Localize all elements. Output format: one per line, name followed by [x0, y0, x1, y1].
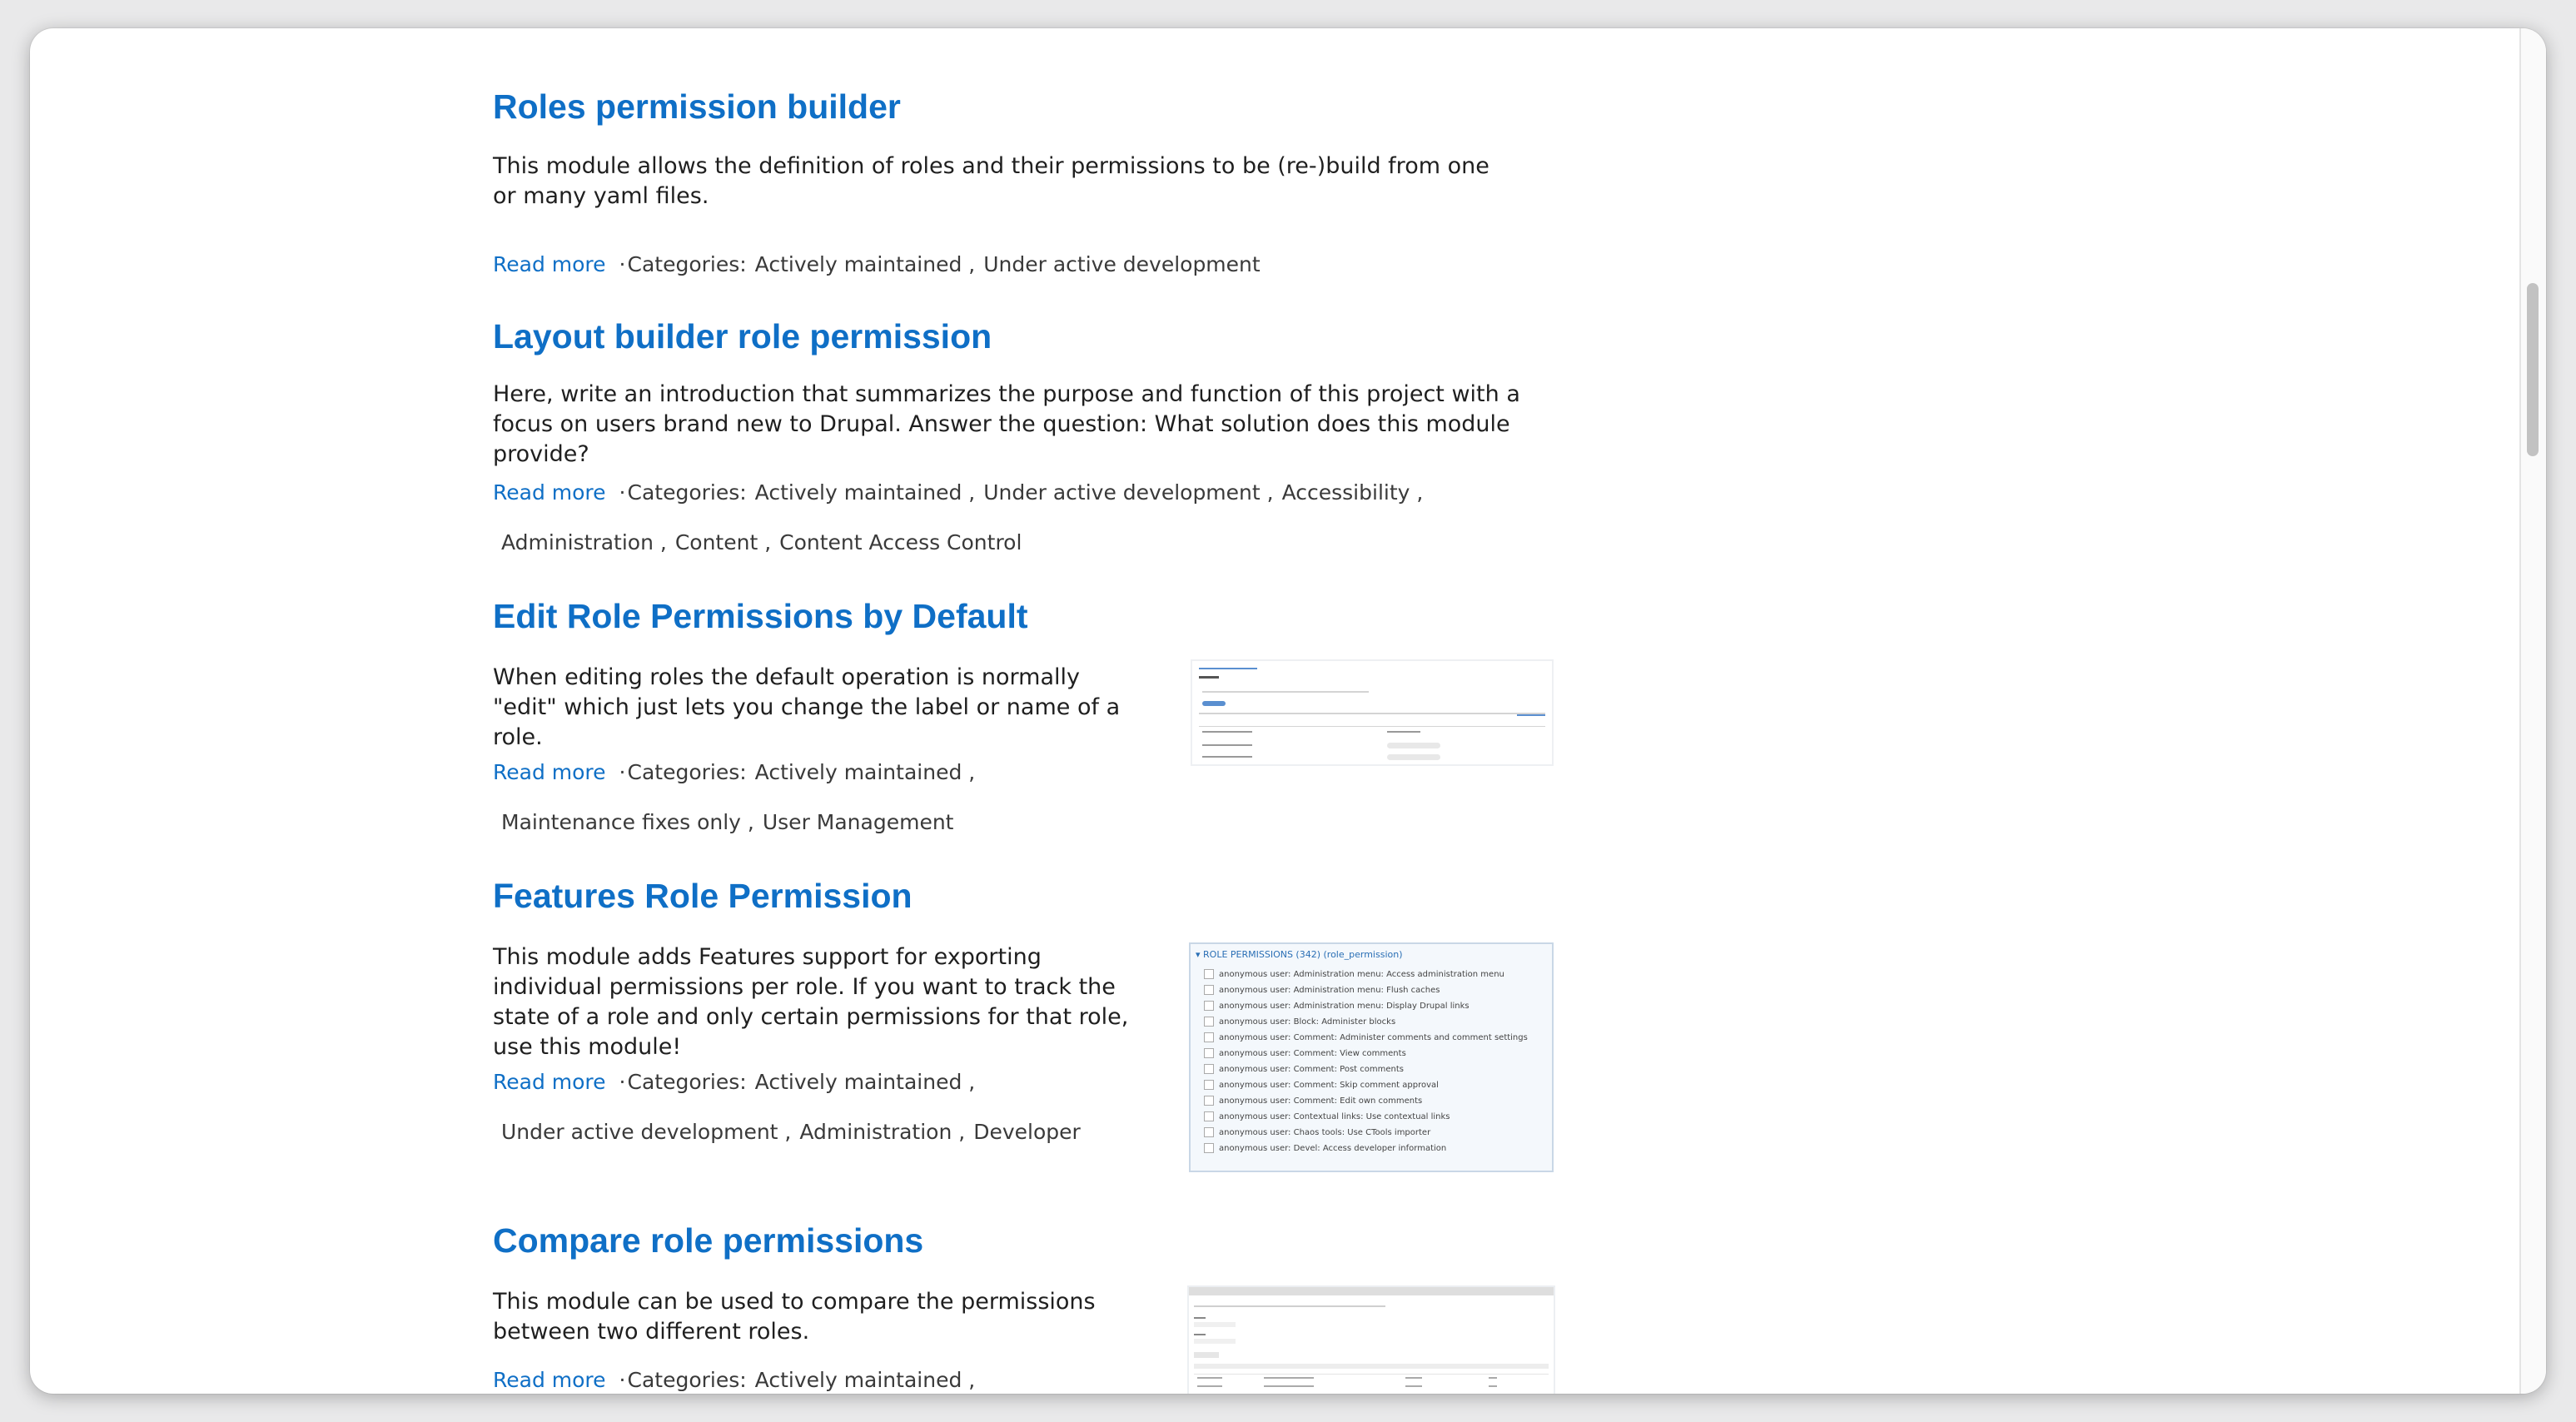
separator-dot: · [619, 252, 626, 276]
permission-row: anonymous user: Comment: Post comments [1204, 1064, 1404, 1074]
separator-dot: · [619, 760, 626, 784]
checkbox [1204, 1064, 1214, 1074]
permission-row: anonymous user: Administration menu: Display Drupal links [1204, 1001, 1470, 1011]
read-more-link[interactable]: Read more [493, 252, 606, 276]
categories-label: Categories: [627, 480, 747, 505]
project-meta [493, 480, 1423, 506]
category-link[interactable]: Under active development [983, 252, 1261, 276]
separator-dot: · [619, 480, 626, 505]
permission-row: anonymous user: Comment: View comments [1204, 1048, 1406, 1058]
screenshot-thumbnail[interactable] [1187, 1285, 1555, 1394]
scrollbar-thumb[interactable] [2527, 283, 2539, 456]
checkbox [1204, 985, 1214, 995]
checkbox [1204, 969, 1214, 979]
separator-dot: · [619, 1368, 626, 1392]
project-description: When editing roles the default operation is normally "edit" which just lets you change the label or name of a role. [493, 664, 1121, 750]
project-meta-continued [501, 530, 1022, 556]
project-description: This module allows the definition of roles and their permissions to be (re-)build from one or many yaml files. [493, 153, 1489, 209]
project-title-link[interactable]: Edit Role Permissions by Default [493, 597, 1028, 635]
category-link[interactable]: Under active development , [501, 1120, 792, 1144]
project-meta [493, 251, 1261, 278]
category-link[interactable]: Actively maintained , [754, 480, 976, 505]
category-link[interactable]: Accessibility , [1281, 480, 1424, 505]
category-link[interactable]: Content , [674, 530, 772, 554]
checkbox [1204, 1080, 1214, 1090]
category-link[interactable]: Administration , [501, 530, 667, 554]
categories-label: Categories: [627, 1070, 747, 1094]
categories-label: Categories: [627, 1368, 747, 1392]
read-more-link[interactable]: Read more [493, 760, 606, 784]
project-meta [493, 759, 975, 786]
browser-window [30, 28, 2546, 1394]
thumbnail-heading: ▾ ROLE PERMISSIONS (342) (role_permission) [1196, 949, 1403, 960]
category-link[interactable]: Actively maintained , [754, 252, 976, 276]
category-link[interactable]: User Management [762, 810, 954, 834]
read-more-link[interactable]: Read more [493, 1368, 606, 1392]
permission-row: anonymous user: Administration menu: Flush caches [1204, 985, 1440, 995]
project-title-link[interactable]: Features Role Permission [493, 877, 913, 915]
project-meta-continued [501, 809, 953, 836]
project-title-link[interactable]: Roles permission builder [493, 87, 901, 126]
checkbox [1204, 1017, 1214, 1027]
project-meta [493, 1367, 975, 1394]
screenshot-thumbnail[interactable] [1191, 659, 1554, 766]
permission-row: anonymous user: Devel: Access developer information [1204, 1143, 1446, 1153]
category-link[interactable]: Actively maintained , [754, 760, 976, 784]
category-link[interactable]: Maintenance fixes only , [501, 810, 754, 834]
read-more-link[interactable]: Read more [493, 480, 606, 505]
screenshot-thumbnail[interactable] [1189, 942, 1554, 1172]
checkbox [1204, 1096, 1214, 1106]
category-link[interactable]: Administration , [799, 1120, 966, 1144]
checkbox [1204, 1127, 1214, 1137]
vertical-scrollbar[interactable] [2519, 28, 2546, 1394]
permission-row: anonymous user: Administration menu: Access administration menu [1204, 969, 1504, 979]
permission-row: anonymous user: Comment: Skip comment approval [1204, 1080, 1439, 1090]
checkbox [1204, 1001, 1214, 1011]
checkbox [1204, 1111, 1214, 1121]
separator-dot: · [619, 1070, 626, 1094]
project-description: This module can be used to compare the permissions between two different roles. [493, 1289, 1096, 1345]
permission-row: anonymous user: Chaos tools: Use CTools importer [1204, 1127, 1430, 1137]
category-link[interactable]: Developer [973, 1120, 1081, 1144]
permission-row: anonymous user: Comment: Edit own comments [1204, 1096, 1422, 1106]
category-link[interactable]: Under active development , [983, 480, 1274, 505]
checkbox [1204, 1143, 1214, 1153]
permission-row: anonymous user: Comment: Administer comments and comment settings [1204, 1032, 1528, 1042]
read-more-link[interactable]: Read more [493, 1070, 606, 1094]
project-description: Here, write an introduction that summarizes the purpose and function of this project with a focus on users brand new to Drupal. Answer the question: What solution does this module provide? [493, 381, 1520, 467]
categories-label: Categories: [627, 760, 747, 784]
project-title-link[interactable]: Layout builder role permission [493, 317, 992, 356]
category-link[interactable]: Content Access Control [779, 530, 1022, 554]
checkbox [1204, 1048, 1214, 1058]
categories-label: Categories: [627, 252, 747, 276]
project-description: This module adds Features support for exporting individual permissions per role. If you want to track the state of a role and only certain permissions for that role, use this module! [493, 944, 1129, 1060]
checkbox [1204, 1032, 1214, 1042]
permission-row: anonymous user: Block: Administer blocks [1204, 1017, 1395, 1027]
project-title-link[interactable]: Compare role permissions [493, 1221, 924, 1260]
permission-row: anonymous user: Contextual links: Use contextual links [1204, 1111, 1450, 1121]
project-meta [493, 1069, 975, 1096]
project-meta-continued [501, 1119, 1081, 1146]
category-link[interactable]: Actively maintained , [754, 1368, 976, 1392]
category-link[interactable]: Actively maintained , [754, 1070, 976, 1094]
